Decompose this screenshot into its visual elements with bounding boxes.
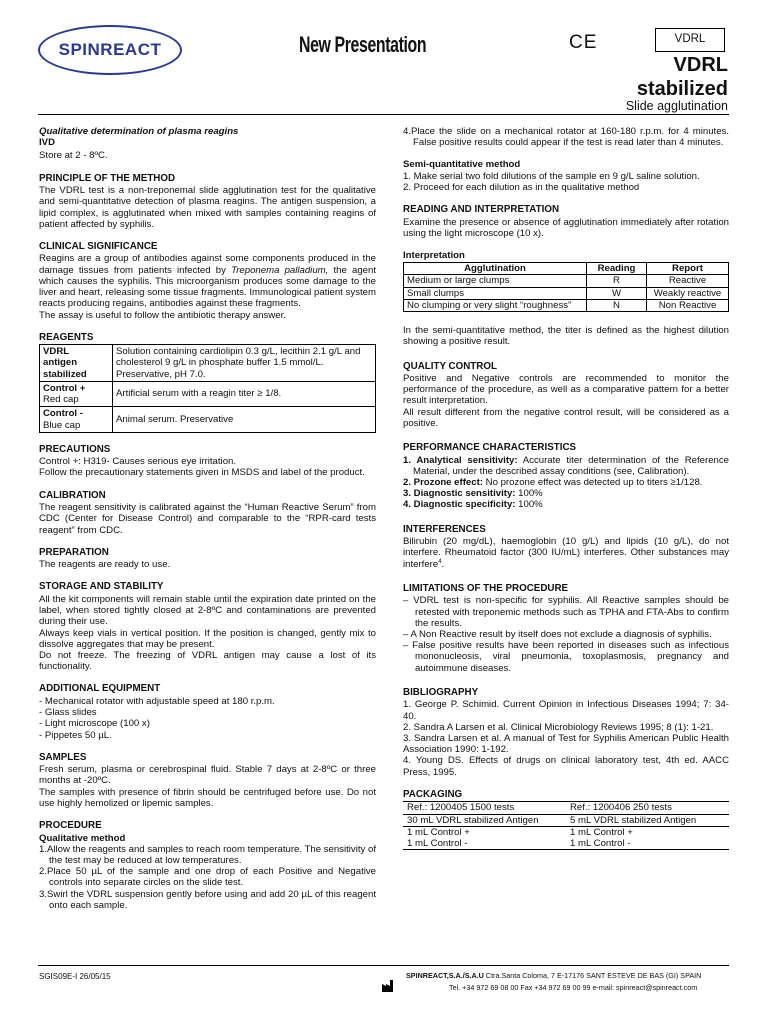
section-heading: ADDITIONAL EQUIPMENT xyxy=(39,683,161,695)
section-heading: PERFORMANCE CHARACTERISTICS xyxy=(403,442,577,454)
column-header: Reading xyxy=(587,263,647,275)
product-title-line2: stabilized xyxy=(636,78,728,100)
reagent-name: Control + Red cap xyxy=(40,381,113,406)
equipment-list xyxy=(39,696,376,741)
section-heading: CALIBRATION xyxy=(39,489,106,501)
list-item: 1. George P. Schimid. Current Opinion in Infectious Diseases 1994; 7: 34-40. xyxy=(403,699,729,722)
list-item: 3.Swirl the VDRL suspension gently before using and add 20 µL of this reagent onto each sample. xyxy=(39,888,376,911)
reagent-name: VDRL antigen stabilized xyxy=(40,345,113,382)
calibration-text: The reagent sensitivity is calibrated against the “Human Reactive Serum” from CDC (Center for Disease Control) and comparable to the “RPR-card tests reagent” from CDC. xyxy=(39,502,376,536)
reagent-desc: Solution containing cardiolipin 0.3 g/L, lecithin 2.1 g/L and cholesterol 9 g/L in phosphate buffer 1.5 mmol/L. Preservative, pH 7.0. xyxy=(113,345,376,382)
new-presentation-banner: New Presentation xyxy=(299,32,427,57)
company-address: SPINREACT,S.A./S.A.U Ctra.Santa Coloma, 7 E-17176 SANT ESTEVE DE BAS (GI) SPAIN xyxy=(406,971,702,980)
section-heading: INTERFERENCES xyxy=(403,523,486,535)
section-heading: QUALITY CONTROL xyxy=(403,360,497,372)
samples-text-2: The samples with presence of fibrin should be centrifuged before use. Do not use highly hemolized or lipemic samples. xyxy=(39,786,376,809)
spinreact-logo: SPINREACT xyxy=(38,25,182,75)
storage-text: All the kit components will remain stable until the expiration date printed on the label, when stored tightly closed at 2-8ºC and contaminations are prevented during their use. xyxy=(39,593,376,628)
reagents-section xyxy=(39,332,376,433)
section-heading: PRINCIPLE OF THE METHOD xyxy=(39,172,176,184)
clinical-text-2: The assay is useful to follow the antibiotic therapy answer. xyxy=(39,309,286,321)
storage-section xyxy=(39,581,376,672)
performance-section xyxy=(403,442,729,511)
subsection-heading: Qualitative method xyxy=(39,832,126,844)
product-title: VDRL xyxy=(673,54,728,76)
table-row xyxy=(40,381,376,406)
section-heading: READING AND INTERPRETATION xyxy=(403,204,560,216)
section-heading: PREPARATION xyxy=(39,546,109,558)
principle-text: The VDRL test is a non-treponemal slide agglutination test for the qualitative and semi-quantitative detection of plasma reagins. The antigen suspension, a lipid complex, is agglutinated when mixed with samples containing reagins of patient affected by syphilis. xyxy=(39,185,376,230)
list-item: - Light microscope (100 x) xyxy=(39,718,150,730)
samples-text: Fresh serum, plasma or cerebrospinal fluid. Stable 7 days at 2-8ºC or three months at -20ºC. xyxy=(39,764,376,787)
list-item: 2. Sandra A Larsen et al. Clinical Microbiology Reviews 1995; 8 (1): 1-21. xyxy=(403,721,714,733)
table-row: 1 mL Control + 1 mL Control + xyxy=(407,826,633,838)
clinical-text: Reagins are a group of antibodies against some components produced in the damage tissues from patients infected by Treponema palladium, the agent which causes the syphilis. This microorganism produces some damage to the liver and heart, releasing some tissue fragments. Immunological patient system reacts producing regains, antibodies against these fragments. xyxy=(39,253,376,310)
table-row: Ref.: 1200405 1500 tests Ref.: 1200406 250 tests xyxy=(403,802,729,814)
column-header: Agglutination xyxy=(404,263,587,275)
samples-section xyxy=(39,752,376,809)
titer-text: In the semi-quantitative method, the titer is defined as the highest dilution showing a positive result. xyxy=(403,325,729,348)
table-row: 30 mL VDRL stabilized Antigen 5 mL VDRL stabilized Antigen xyxy=(403,814,729,826)
list-item: – VDRL test is non-specific for syphilis. All Reactive samples should be retested with treponemic methods such as TPHA and FTA-Abs to confirm the results. xyxy=(403,595,729,629)
company-contact: Tel. +34 972 69 08 00 Fax +34 972 69 00 99 e-mail: spinreact@spinreact.com xyxy=(449,983,698,992)
list-item: - Pippetes 50 µL. xyxy=(39,729,112,741)
left-column xyxy=(39,126,376,911)
section-heading: STORAGE AND STABILITY xyxy=(39,581,164,593)
reading-section xyxy=(403,204,729,239)
ivd-label: IVD xyxy=(39,137,55,149)
precautions-text: Control +: H319- Causes serious eye irritation. xyxy=(39,456,237,468)
list-item: 4.Place the slide on a mechanical rotator at 160-180 r.p.m. for 4 minutes. False positive results could appear if the test is read later than 4 minutes. xyxy=(403,126,729,149)
list-item: 2. Proceed for each dilution as in the qualitative method xyxy=(403,181,640,193)
subsection-heading: Semi-quantitative method xyxy=(403,159,521,171)
list-item: 1.Allow the reagents and samples to reach room temperature. The sensitivity of the test may be reduced at low temperatures. xyxy=(39,843,376,866)
interpretation-table xyxy=(403,262,729,312)
list-item: 1. Make serial two fold dilutions of the sample en 9 g/L saline solution. xyxy=(403,170,700,182)
subsection-heading: Interpretation xyxy=(403,249,465,261)
interpretation-section xyxy=(403,250,729,348)
limitations-section xyxy=(403,583,729,674)
list-item: 4. Young DS. Effects of drugs on clinical laboratory test, 4th ed. AACC Press, 1995. xyxy=(403,755,729,778)
footer-divider xyxy=(38,965,729,966)
reagent-desc: Animal serum. Preservative xyxy=(113,407,376,432)
table-row: 1 mL Control - 1 mL Control - xyxy=(407,837,631,849)
section-heading: REAGENTS xyxy=(39,331,94,343)
list-item: – False positive results have been reported in diseases such as infectious mononucleosis, viral pneumonia, toxoplasmosis, pregnancy and autoimmune diseases. xyxy=(403,640,729,674)
intro-section xyxy=(39,126,376,162)
header-divider xyxy=(38,114,729,115)
packaging-table xyxy=(403,801,729,850)
limitations-list xyxy=(403,595,729,674)
equipment-section xyxy=(39,683,376,740)
section-heading: SAMPLES xyxy=(39,751,87,763)
reagent-desc: Artificial serum with a reagin titer ≥ 1/8. xyxy=(113,381,376,406)
precautions-text-2: Follow the precautionary statements given in MSDS and label of the product. xyxy=(39,467,365,479)
qc-text: Positive and Negative controls are recommended to monitor the performance of the procedure, as well as a comparative pattern for a better result interpretation. xyxy=(403,372,729,407)
table-row: Small clumps W Weakly reactive xyxy=(404,287,729,299)
storage-note: Store at 2 - 8ºC. xyxy=(39,150,108,162)
intro-title: Qualitative determination of plasma reagins xyxy=(39,126,239,137)
interferences-text: Bilirubin (20 mg/dL), haemoglobin (10 g/L) and lipids (10 g/L), do not interfere. Rheumatoid factor (300 IU/mL) interferes. Other substances may interfere$^4$. xyxy=(403,536,729,570)
quality-control-section xyxy=(403,361,729,430)
preparation-section xyxy=(39,547,376,571)
table-row xyxy=(40,407,376,432)
table-row xyxy=(40,345,376,382)
section-heading: BIBLIOGRAPHY xyxy=(403,686,479,698)
section-heading: LIMITATIONS OF THE PROCEDURE xyxy=(403,582,569,594)
section-heading: CLINICAL SIGNIFICANCE xyxy=(39,240,158,252)
storage-text-3: Do not freeze. The freezing of VDRL antigen may cause a lost of its functionality. xyxy=(39,649,376,673)
calibration-section xyxy=(39,490,376,536)
list-item: - Mechanical rotator with adjustable speed at 180 r.p.m. xyxy=(39,695,275,707)
list-item: - Glass slides xyxy=(39,707,97,719)
interferences-section xyxy=(403,524,729,570)
column-header: Report xyxy=(647,263,729,275)
list-item: 1. Analytical sensitivity: Accurate titer determination of the Reference Material, under the described assay conditions (see, Calibration). xyxy=(403,454,730,477)
performance-list xyxy=(403,455,729,511)
list-item: 4. Diagnostic specificity: 100% xyxy=(403,499,543,511)
list-item: 3. Diagnostic sensitivity: 100% xyxy=(403,488,543,500)
list-item: – A Non Reactive result by itself does not exclude a diagnosis of syphilis. xyxy=(403,629,712,641)
procedure-list xyxy=(39,844,376,911)
ce-mark: CE xyxy=(569,32,598,53)
right-column xyxy=(403,126,729,850)
list-item: 2.Place 50 µL of the sample and one drop of each Positive and Negative controls into separate circles on the slide test. xyxy=(39,866,376,889)
manufacturer-icon xyxy=(382,980,396,992)
clinical-section xyxy=(39,241,376,321)
reagent-name: Control - Blue cap xyxy=(40,407,113,432)
document-code: SGIS09E-I 26/05/15 xyxy=(39,972,111,981)
table-row: No clumping or very slight “roughness” N Non Reactive xyxy=(404,299,729,311)
qc-text-2: All result different from the negative control result, will be considered as a positive. xyxy=(403,406,729,429)
packaging-section xyxy=(403,789,729,850)
section-heading: PROCEDURE xyxy=(39,820,102,832)
reagents-table xyxy=(39,344,376,433)
bibliography-section xyxy=(403,687,729,778)
preparation-text: The reagents are ready to use. xyxy=(39,559,171,571)
list-item: 3. Sandra Larsen et al. A manual of Test for Syphilis American Public Health Association 1990: 1-192. xyxy=(403,733,729,756)
product-code-box: VDRL xyxy=(655,28,725,52)
principle-section xyxy=(39,173,376,230)
procedure-continued xyxy=(403,126,729,148)
list-item: 2. Prozone effect: No prozone effect was detected up to titers ≥1/128. xyxy=(403,476,703,488)
precautions-section xyxy=(39,444,376,479)
section-heading: PRECAUTIONS xyxy=(39,443,111,455)
storage-text-2: Always keep vials in vertical position. If the position is changed, gently mix to dissolve aggregates that may be present. xyxy=(39,627,376,650)
semi-quantitative-section xyxy=(403,159,729,193)
table-row: Medium or large clumps R Reactive xyxy=(404,275,729,287)
section-heading: PACKAGING xyxy=(403,788,463,800)
reading-text: Examine the presence or absence of agglutination immediately after rotation using the light microscope (10 x). xyxy=(403,216,729,239)
procedure-section xyxy=(39,820,376,911)
table-header-row xyxy=(404,263,729,275)
product-subtitle: Slide agglutination xyxy=(625,99,728,113)
